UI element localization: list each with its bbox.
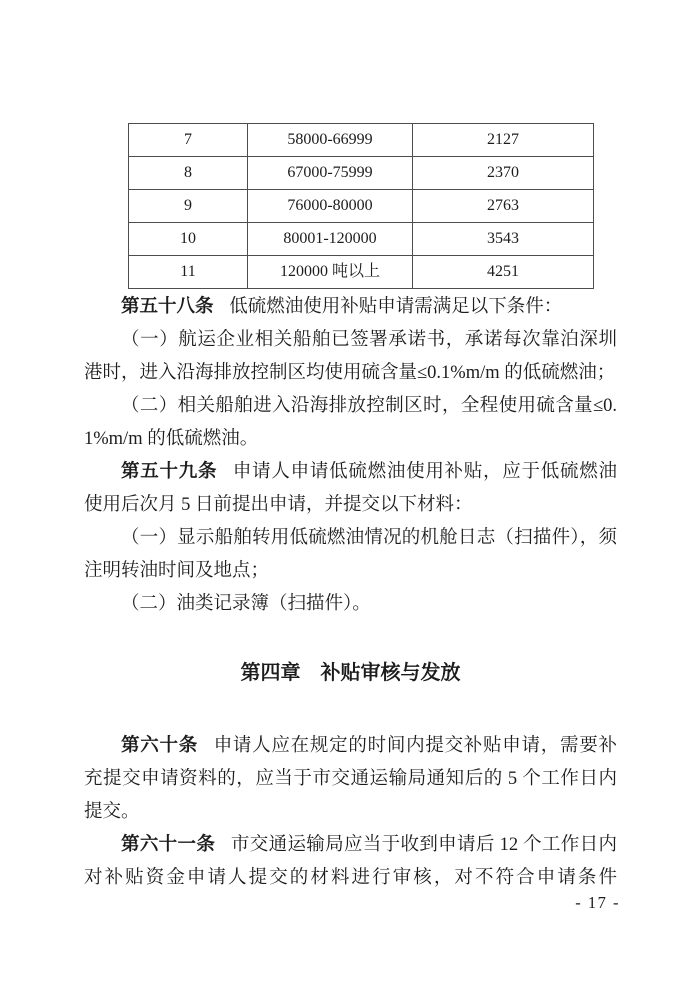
article-59-text: 申请人申请低硫燃油使用补贴，应于低硫燃油使用后次月 5 日前提出申请，并提交以下材料：	[84, 462, 617, 515]
table-cell-range: 76000-80000	[248, 190, 413, 223]
table-cell-tier: 10	[129, 223, 248, 256]
article-58-item-2-text: （二）相关船舶进入沿海排放控制区时，全程使用硫含量≤0.1%m/m 的低硫燃油。	[84, 396, 617, 449]
table-row	[129, 223, 594, 256]
table-cell-range: 58000-66999	[248, 124, 413, 157]
paragraph-article-59-item-1	[84, 522, 617, 588]
table-cell-range: 120000 吨以上	[248, 256, 413, 289]
article-58-text: 低硫燃油使用补贴申请需满足以下条件：	[229, 297, 563, 317]
paragraph-article-59-item-2	[84, 588, 617, 621]
table-cell-amount: 2127	[413, 124, 594, 157]
table-row	[129, 124, 594, 157]
article-60-text: 申请人应在规定的时间内提交补贴申请，需要补充提交申请资料的，应当于市交通运输局通知后的 5 个工作日内提交。	[84, 736, 617, 822]
article-58-item-1-text: （一）航运企业相关船舶已签署承诺书，承诺每次靠泊深圳港时，进入沿海排放控制区均使用硫含量≤0.1%m/m 的低硫燃油；	[84, 330, 617, 383]
paragraph-article-61	[84, 829, 617, 895]
document-body	[84, 291, 617, 895]
table-cell-amount: 3543	[413, 223, 594, 256]
table-cell-amount: 4251	[413, 256, 594, 289]
table-cell-range: 67000-75999	[248, 157, 413, 190]
paragraph-article-59	[84, 456, 617, 522]
article-59-item-1-text: （一）显示船舶转用低硫燃油情况的机舱日志（扫描件），须注明转油时间及地点；	[84, 528, 617, 581]
table-row	[129, 256, 594, 289]
chapter-4-heading: 第四章 补贴审核与发放	[240, 662, 461, 684]
article-58-label: 第五十八条	[121, 297, 214, 317]
table-cell-tier: 8	[129, 157, 248, 190]
article-59-label: 第五十九条	[121, 462, 218, 482]
table-row	[129, 157, 594, 190]
article-59-item-2-text: （二）油类记录簿（扫描件）。	[121, 594, 371, 614]
article-60-label: 第六十条	[121, 736, 198, 756]
paragraph-article-60	[84, 730, 617, 829]
paragraph-article-58-item-2	[84, 390, 617, 456]
article-61-label: 第六十一条	[121, 835, 216, 855]
table-cell-tier: 9	[129, 190, 248, 223]
table-cell-tier: 7	[129, 124, 248, 157]
table-cell-tier: 11	[129, 256, 248, 289]
table-cell-range: 80001-120000	[248, 223, 413, 256]
table-cell-amount: 2370	[413, 157, 594, 190]
subsidy-tier-table	[128, 123, 594, 289]
table-cell-amount: 2763	[413, 190, 594, 223]
table-row	[129, 190, 594, 223]
article-61-text: 市交通运输局应当于收到申请后 12 个工作日内对补贴资金申请人提交的材料进行审核，对不符合申请条件	[84, 835, 617, 888]
page-number: - 17 -	[575, 893, 620, 912]
paragraph-article-58-item-1	[84, 324, 617, 390]
paragraph-article-58	[84, 291, 617, 324]
